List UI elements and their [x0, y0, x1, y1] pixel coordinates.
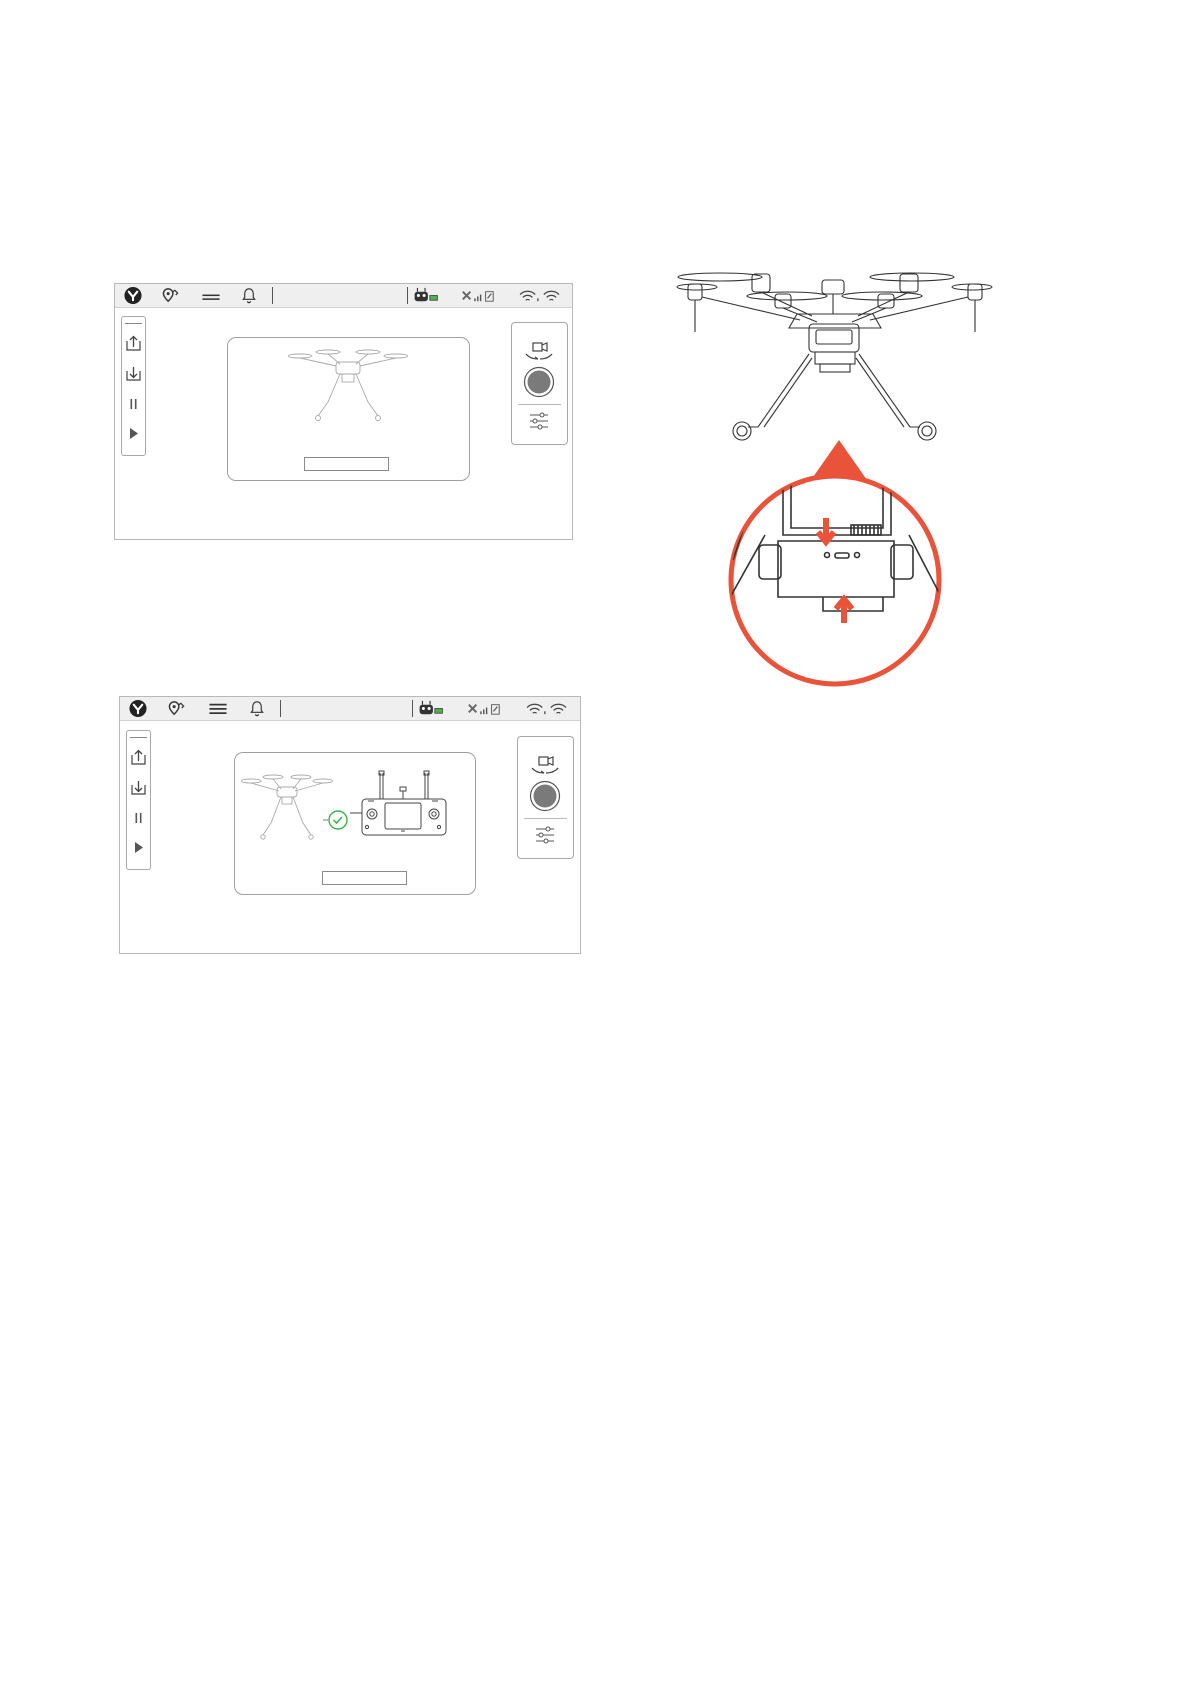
drone-illustration: [288, 344, 408, 426]
record-icon[interactable]: [523, 366, 555, 398]
status-separator: [412, 700, 413, 717]
settings-sliders-icon[interactable]: [535, 826, 555, 844]
download-icon[interactable]: [130, 779, 147, 796]
status-separator: [407, 287, 408, 304]
status-bar: [120, 697, 580, 721]
status-separator: [272, 287, 273, 304]
play-icon[interactable]: [130, 839, 147, 856]
yuneec-logo-icon[interactable]: [123, 286, 143, 305]
mission-toolbar: [121, 316, 146, 456]
toolbar-divider: [125, 323, 142, 324]
battery-insertion-inset: [723, 440, 948, 693]
camera-panel: [511, 322, 568, 445]
controller-battery-icon: [413, 286, 439, 305]
menu-icon[interactable]: [201, 286, 221, 305]
zoom-circle: [731, 476, 939, 684]
status-separator: [280, 700, 281, 717]
camera-switch-icon[interactable]: [530, 755, 560, 777]
status-bar: [115, 284, 572, 308]
yuneec-logo-icon[interactable]: [128, 699, 148, 718]
hexacopter-illustration: [672, 262, 998, 462]
check-circle-icon: [323, 809, 351, 831]
controller-battery-icon: [418, 699, 444, 718]
panel-divider: [524, 818, 567, 819]
menu-icon[interactable]: [208, 699, 228, 718]
binding-success-dialog: [234, 752, 476, 895]
wifi-signal-icon: [523, 699, 571, 718]
dialog-action-button[interactable]: [304, 457, 389, 471]
bell-icon[interactable]: [239, 286, 259, 305]
upload-icon[interactable]: [130, 749, 147, 766]
record-icon[interactable]: [529, 780, 561, 812]
app-screen-binding: [114, 283, 573, 540]
settings-sliders-icon[interactable]: [529, 412, 549, 430]
dialog-action-button[interactable]: [322, 871, 407, 885]
satellite-signal-icon: [464, 699, 504, 718]
toolbar-divider: [130, 737, 147, 738]
camera-switch-icon[interactable]: [524, 341, 554, 363]
wifi-signal-icon: [516, 286, 564, 305]
map-pin-icon[interactable]: [167, 699, 187, 718]
satellite-signal-icon: [458, 286, 498, 305]
mission-toolbar: [126, 730, 151, 870]
remote-controller-illustration: [350, 767, 450, 837]
app-screen-binding-success: [119, 696, 581, 954]
binding-dialog: [227, 337, 470, 481]
pause-icon[interactable]: [125, 396, 142, 413]
drone-illustration: [241, 771, 333, 843]
bell-icon[interactable]: [247, 699, 267, 718]
panel-divider: [518, 404, 561, 405]
upload-icon[interactable]: [125, 335, 142, 352]
camera-panel: [517, 736, 574, 859]
download-icon[interactable]: [125, 365, 142, 382]
pause-icon[interactable]: [130, 810, 147, 827]
play-icon[interactable]: [125, 425, 142, 442]
map-pin-icon[interactable]: [161, 286, 181, 305]
